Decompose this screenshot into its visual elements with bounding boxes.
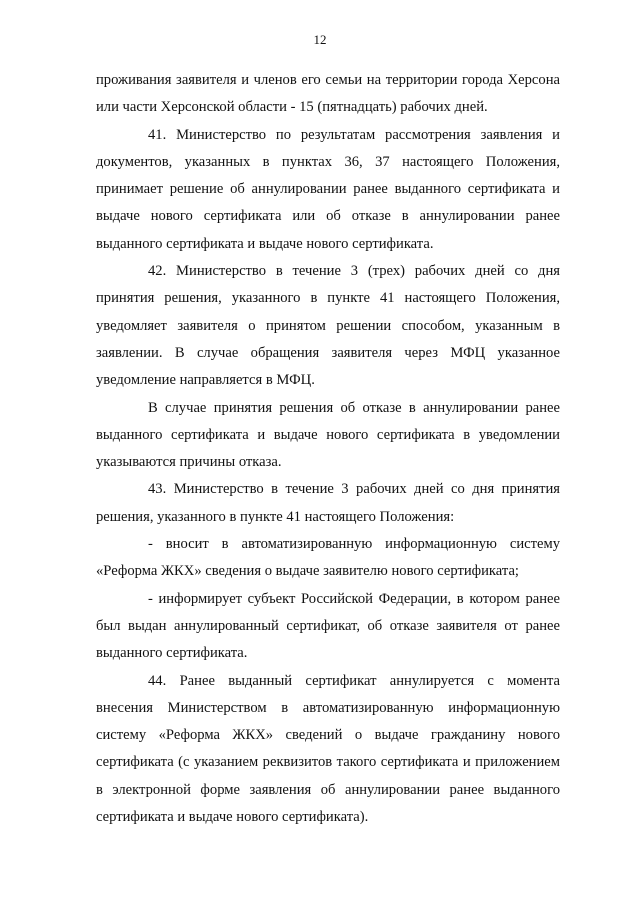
page-number: 12 xyxy=(313,32,327,47)
list-item-register-aiss: - вносит в автоматизированную информационную систему «Реформа ЖКХ» сведения о выдаче заявителю нового сертификата; xyxy=(96,536,560,580)
paragraph-item-44: 44. Ранее выданный сертификат аннулируется с момента внесения Министерством в автоматизированную информационную систему «Реформа ЖКХ» сведений о выдаче гражданину нового сертификата (с указанием реквизитов такого сертификата и приложением в электронной форме заявления об аннулировании ранее выданного сертификата и выдаче нового сертификата). xyxy=(96,672,560,826)
paragraph-item-42: 42. Министерство в течение 3 (трех) рабочих дней со дня принятия решения, указанного в пункте 41 настоящего Положения, уведомляет заявителя о принятом решении способом, указанным в заявлении. В случае обращения заявителя через МФЦ указанное уведомление направляется в МФЦ. xyxy=(96,263,560,389)
document-body xyxy=(96,67,560,831)
paragraph-refusal-reasons: В случае принятия решения об отказе в аннулировании ранее выданного сертификата и выдаче нового сертификата в уведомлении указываются причины отказа. xyxy=(96,399,560,471)
paragraph-continuation: проживания заявителя и членов его семьи на территории города Херсона или части Херсонской области - 15 (пятнадцать) рабочих дней. xyxy=(96,72,560,116)
paragraph-item-43: 43. Министерство в течение 3 рабочих дней со дня принятия решения, указанного в пункте 41 настоящего Положения: xyxy=(96,481,560,525)
list-item-inform-subject: - информирует субъект Российской Федерации, в котором ранее был выдан аннулированный сертификат, об отказе заявителя от ранее выданного сертификата. xyxy=(96,590,560,662)
paragraph-item-41: 41. Министерство по результатам рассмотрения заявления и документов, указанных в пунктах 36, 37 настоящего Положения, принимает решение об аннулировании ранее выданного сертификата и выдаче нового сертификата или об отказе в аннулировании ранее выданного сертификата и выдаче нового сертификата. xyxy=(96,126,560,252)
